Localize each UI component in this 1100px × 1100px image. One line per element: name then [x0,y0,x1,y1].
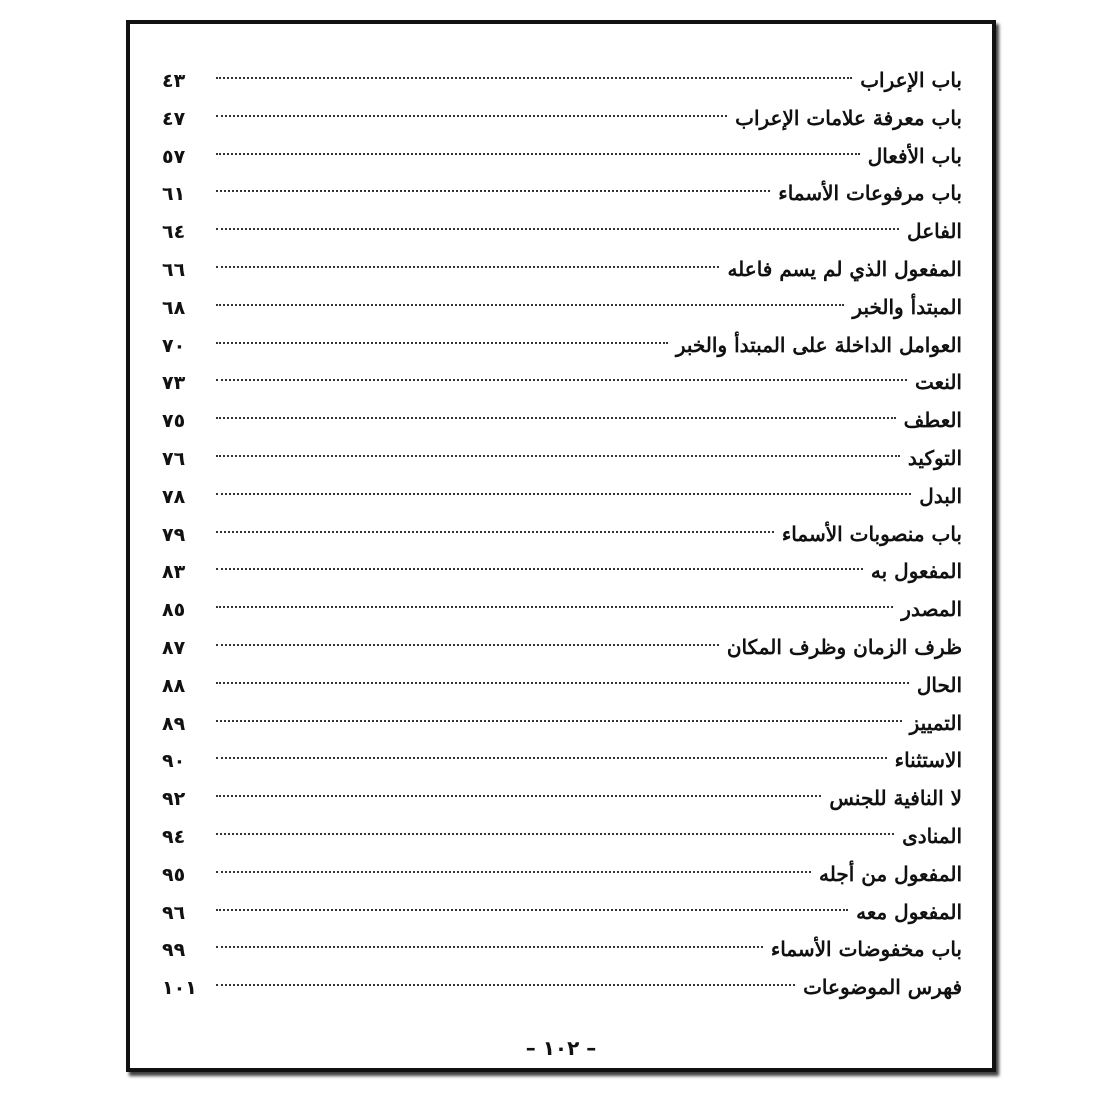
toc-entry [162,402,962,440]
dot-leader [216,228,899,230]
toc-entry [162,440,962,478]
toc-entry-page-number: ٥٧ [162,145,186,168]
dot-leader [216,795,821,797]
toc-entry-title: المبتدأ والخبر [852,294,962,319]
toc-entry-title: المصدر [901,597,962,622]
toc-entry-title: النعت [915,370,962,395]
toc-entry-title: باب مخفوضات الأسماء [770,937,962,962]
toc-entry [162,856,962,894]
dot-leader [216,493,911,495]
toc-entry [162,629,962,667]
toc-entry-page-number: ٧٩ [162,523,186,546]
toc-entry-title: التمييز [909,710,962,735]
toc-entry [162,213,962,251]
toc-entry-title: الحال [916,672,962,697]
toc-entry-title: الفاعل [907,219,962,244]
toc-entry-page-number: ٨٩ [162,712,186,735]
toc-entry [162,894,962,932]
toc-entry-title: فهرس الموضوعات [803,975,962,1000]
toc-entry-title: العوامل الداخلة على المبتدأ والخبر [675,332,962,357]
dot-leader [216,984,795,986]
toc-entry-title: العطف [903,408,962,433]
toc-entry-page-number: ١٠١ [162,977,197,1000]
dot-leader [216,720,902,722]
toc-entry [162,289,962,327]
toc-entry-title: ظرف الزمان وظرف المكان [726,634,962,659]
toc-entry-page-number: ٤٣ [162,70,186,92]
toc-entry-page-number: ٧٦ [162,447,186,470]
toc-entry-title: المنادى [902,823,962,848]
dot-leader [216,77,852,79]
toc-entry-title: باب الإعراب [860,68,962,92]
dot-leader [216,682,909,684]
toc-entry-page-number: ٩٢ [162,788,186,811]
toc-entry [162,138,962,176]
toc-entry [162,175,962,213]
dot-leader [216,266,719,268]
toc-entry [162,327,962,365]
dot-leader [216,304,844,306]
toc-entry [162,705,962,743]
dot-leader [216,757,887,759]
dot-leader [216,531,774,533]
toc-entry-page-number: ٦١ [162,183,186,206]
toc-entry-page-number: ٨٣ [162,561,186,584]
toc-entry-page-number: ٦٦ [162,258,186,281]
toc-entry [162,364,962,402]
toc-entry [162,591,962,629]
dot-leader [216,455,900,457]
dot-leader [216,379,907,381]
dot-leader [216,190,770,192]
toc-entry-title: التوكيد [907,445,962,470]
toc-entry [162,516,962,554]
dot-leader [216,871,811,873]
toc-entry-page-number: ٩٤ [162,825,186,848]
toc-entry [162,553,962,591]
toc-entry-page-number: ٩٥ [162,863,186,886]
dot-leader [216,342,668,344]
toc-entry-page-number: ٩٦ [162,901,186,924]
toc-entry [162,478,962,516]
toc-entry-title: المفعول الذي لم يسم فاعله [727,256,962,281]
dot-leader [216,833,894,835]
toc-entry [162,100,962,138]
toc-entry-page-number: ٧٠ [162,334,186,357]
toc-entry-page-number: ٧٨ [162,485,186,508]
dot-leader [216,644,719,646]
dot-leader [216,153,860,155]
toc-entry-title: المفعول به [870,559,962,584]
toc-entry-page-number: ٧٣ [162,372,186,395]
toc-entry [162,62,962,100]
toc-entry-title: باب منصوبات الأسماء [781,521,962,546]
toc-entry-page-number: ٨٨ [162,674,186,697]
toc-entry-page-number: ٨٧ [162,636,186,659]
toc-entry-page-number: ٩٠ [162,750,186,773]
toc-entry [162,667,962,705]
toc-entry-title: باب معرفة علامات الإعراب [735,105,962,130]
dot-leader [216,606,893,608]
toc-entry-title: المفعول معه [856,899,962,924]
dot-leader [216,417,896,419]
dot-leader [216,115,727,117]
toc-entry-title: باب مرفوعات الأسماء [778,181,962,206]
toc-entry-page-number: ٧٥ [162,410,186,433]
toc-entry-title: باب الأفعال [867,143,962,168]
toc-entry-page-number: ٦٤ [162,221,186,244]
toc-entry [162,931,962,969]
toc-entry [162,969,962,1007]
toc-entry-title: لا النافية للجنس [829,786,962,811]
toc-entry [162,780,962,818]
page-number: – ١٠٢ – [525,1036,597,1060]
toc-entry-page-number: ٩٩ [162,939,186,962]
toc-entry [162,742,962,780]
toc-entry-page-number: ٦٨ [162,296,186,319]
toc-entry-title: البدل [919,483,962,508]
toc-entry-page-number: ٨٥ [162,599,186,622]
dot-leader [216,568,863,570]
dot-leader [216,909,848,911]
toc-entry-page-number: ٤٧ [162,107,186,130]
toc-entry-title: المفعول من أجله [819,861,962,886]
toc-entry-title: الاستثناء [894,748,962,773]
toc-entry [162,818,962,856]
toc-entry [162,251,962,289]
table-of-contents [162,62,962,1007]
book-page [126,20,996,1072]
dot-leader [216,946,763,948]
